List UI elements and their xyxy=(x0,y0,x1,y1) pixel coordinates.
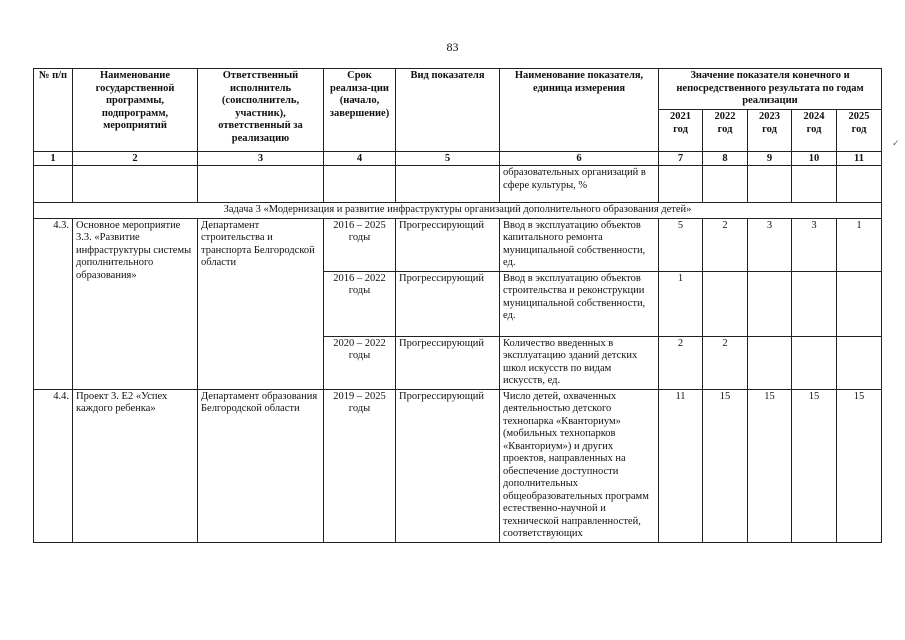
value-2021: 5 xyxy=(659,218,703,271)
column-number: 5 xyxy=(396,152,500,166)
task-title: Задача 3 «Модернизация и развитие инфраструктуры организаций дополнительного образования детей» xyxy=(34,203,882,219)
row-name: Проект 3. Е2 «Успех каждого ребенка» xyxy=(73,389,198,542)
value-2021: 2 xyxy=(659,336,703,389)
value-2024 xyxy=(792,336,837,389)
row-type: Прогрессирующий xyxy=(396,389,500,542)
header-col-executor: Ответственный исполнитель (соисполнитель, участник), ответственный за реализацию xyxy=(198,69,324,152)
value-2022: 2 xyxy=(703,218,748,271)
value-2025 xyxy=(837,336,882,389)
value-2024: 15 xyxy=(792,389,837,542)
value-2024 xyxy=(792,271,837,336)
value-2024: 3 xyxy=(792,218,837,271)
value-2025: 1 xyxy=(837,218,882,271)
row-type: Прогрессирующий xyxy=(396,336,500,389)
row-executor: Департамент строительства и транспорта Белгородской области xyxy=(198,218,324,389)
header-col-name: Наименование государственной программы, подпрограмм, мероприятий xyxy=(73,69,198,152)
column-number: 2 xyxy=(73,152,198,166)
value-2025 xyxy=(837,271,882,336)
table-row xyxy=(34,218,882,271)
column-number: 7 xyxy=(659,152,703,166)
row-period: 2016 – 2022 годы xyxy=(324,271,396,336)
header-col-type: Вид показателя xyxy=(396,69,500,152)
column-number: 9 xyxy=(748,152,792,166)
column-number: 10 xyxy=(792,152,837,166)
header-col-num: № п/п xyxy=(34,69,73,152)
value-2022: 15 xyxy=(703,389,748,542)
row-number: 4.4. xyxy=(34,389,73,542)
value-2022 xyxy=(703,271,748,336)
row-period: 2020 – 2022 годы xyxy=(324,336,396,389)
value-2023: 15 xyxy=(748,389,792,542)
value-2023: 3 xyxy=(748,218,792,271)
header-year: 2024 год xyxy=(792,110,837,152)
row-indicator: Число детей, охваченных деятельностью детского технопарка «Кванториум» (мобильных технопарков «Кванториум») и других проектов, направленных на обеспечение доступности дополнительных общеобразовательных программ естественно-научной и технической направленностей, соответствующих xyxy=(500,389,659,542)
value-2025: 15 xyxy=(837,389,882,542)
column-number: 3 xyxy=(198,152,324,166)
continuation-indicator: образовательных организаций в сфере культуры, % xyxy=(500,166,659,203)
task-row xyxy=(34,203,882,219)
column-number: 4 xyxy=(324,152,396,166)
header-year: 2021 год xyxy=(659,110,703,152)
row-period: 2016 – 2025 годы xyxy=(324,218,396,271)
header-row xyxy=(34,69,882,110)
row-name: Основное мероприятие 3.3. «Развитие инфраструктуры системы дополнительного образования» xyxy=(73,218,198,389)
row-number: 4.3. xyxy=(34,218,73,389)
value-2023 xyxy=(748,271,792,336)
header-year: 2022 год xyxy=(703,110,748,152)
value-2022: 2 xyxy=(703,336,748,389)
header-year: 2023 год xyxy=(748,110,792,152)
column-number: 11 xyxy=(837,152,882,166)
column-number: 6 xyxy=(500,152,659,166)
value-2023 xyxy=(748,336,792,389)
value-2021: 1 xyxy=(659,271,703,336)
header-col-indicator: Наименование показателя, единица измерения xyxy=(500,69,659,152)
scan-mark: ✓ xyxy=(892,138,900,148)
row-type: Прогрессирующий xyxy=(396,218,500,271)
row-executor: Департамент образования Белгородской области xyxy=(198,389,324,542)
header-year: 2025 год xyxy=(837,110,882,152)
page-number: 83 xyxy=(446,40,459,54)
row-indicator: Ввод в эксплуатацию объектов капитального ремонта муниципальной собственности, ед. xyxy=(500,218,659,271)
row-type: Прогрессирующий xyxy=(396,271,500,336)
column-number: 8 xyxy=(703,152,748,166)
header-col-values: Значение показателя конечного и непосредственного результата по годам реализации xyxy=(659,69,882,110)
table-row xyxy=(34,389,882,542)
value-2021: 11 xyxy=(659,389,703,542)
indicators-table xyxy=(33,68,882,543)
column-number: 1 xyxy=(34,152,73,166)
row-indicator: Ввод в эксплуатацию объектов строительства и реконструкции муниципальной собственности, ед. xyxy=(500,271,659,336)
row-period: 2019 – 2025 годы xyxy=(324,389,396,542)
row-indicator: Количество введенных в эксплуатацию зданий детских школ искусств по видам искусств, ед. xyxy=(500,336,659,389)
column-numbers-row xyxy=(34,152,882,166)
continuation-row xyxy=(34,166,882,203)
header-col-period: Срок реализа-ции (начало, завершение) xyxy=(324,69,396,152)
